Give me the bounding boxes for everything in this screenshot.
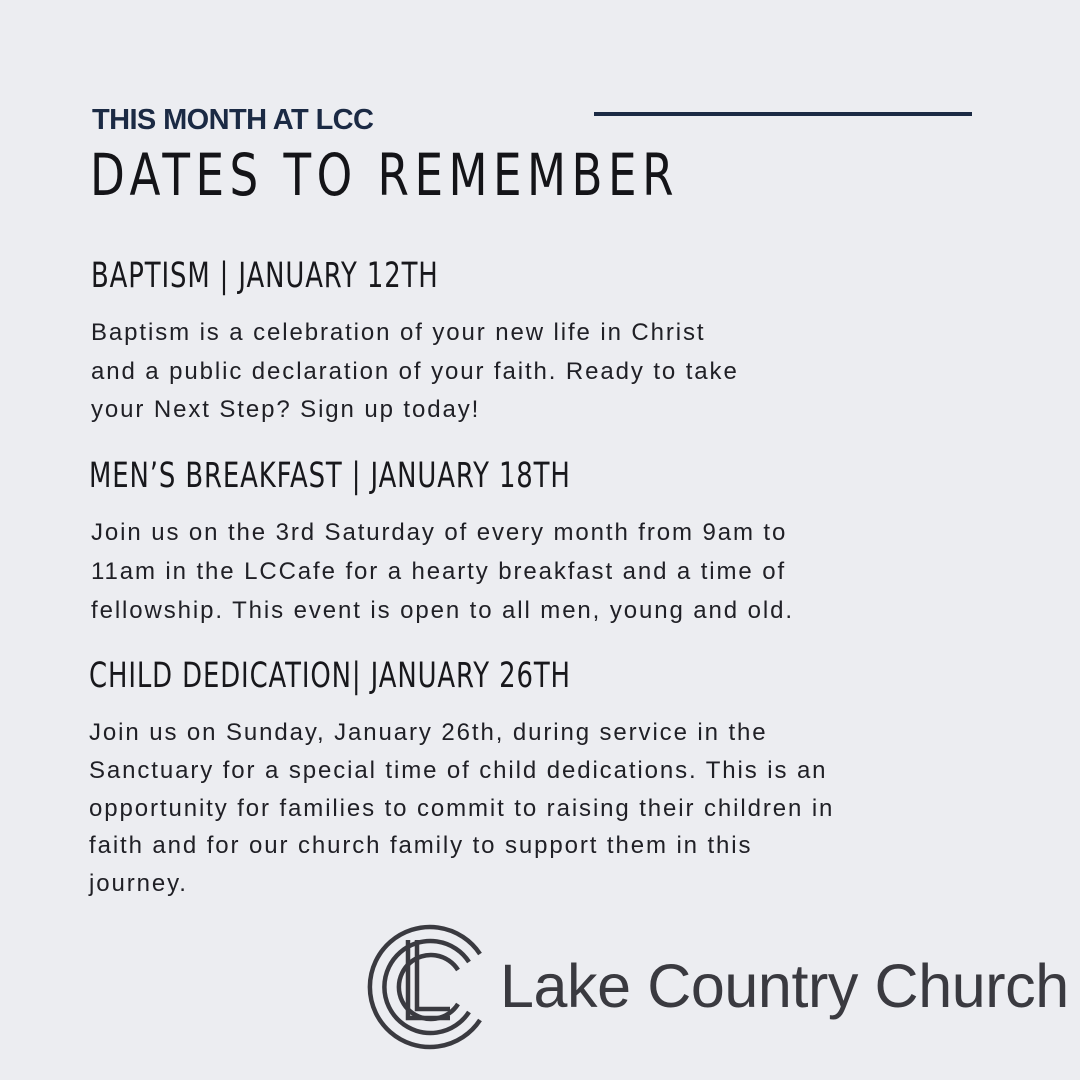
event-title-baptism: BAPTISM | JANUARY 12TH	[91, 256, 439, 296]
description-line: 11am in the LCCafe for a hearty breakfast and a time of	[91, 558, 787, 585]
description-line: and a public declaration of your faith. Ready to take	[91, 357, 739, 385]
description-line: Join us on Sunday, January 26th, during service in the	[89, 719, 768, 746]
eyebrow-heading: THIS MONTH AT LCC	[92, 104, 374, 136]
description-line: journey.	[89, 870, 188, 898]
event-description-baptism	[91, 314, 739, 430]
event-description-mens-breakfast	[91, 513, 794, 630]
church-name: Lake Country Church	[500, 952, 1069, 1020]
description-line: Baptism is a celebration of your new life in Christ	[91, 319, 706, 346]
description-line: Sanctuary for a special time of child dedications. This is an	[89, 756, 828, 784]
lcc-logo-icon	[354, 918, 504, 1056]
description-line: your Next Step? Sign up today!	[91, 396, 481, 423]
event-description-child-dedication	[89, 714, 834, 903]
description-line: fellowship. This event is open to all men, young and old.	[91, 597, 794, 624]
description-line: faith and for our church family to support them in this	[89, 832, 753, 860]
event-title-mens-breakfast: MEN’S BREAKFAST | JANUARY 18TH	[89, 456, 571, 496]
description-line: opportunity for families to commit to raising their children in	[89, 794, 835, 822]
description-line: Join us on the 3rd Saturday of every month from 9am to	[91, 519, 788, 546]
page-title: DATES TO REMEMBER	[90, 141, 679, 209]
header-divider	[594, 112, 972, 116]
event-title-child-dedication: CHILD DEDICATION| JANUARY 26TH	[89, 656, 571, 696]
